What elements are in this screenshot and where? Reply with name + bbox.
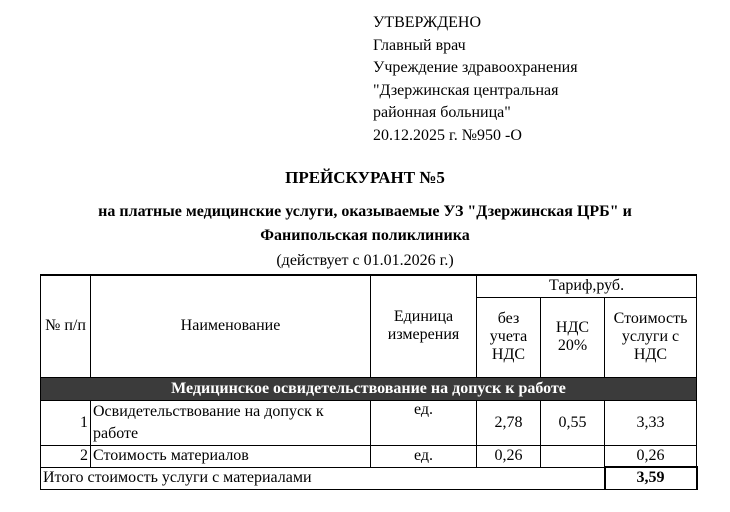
- approval-status: УТВЕРЖДЕНО: [373, 14, 482, 31]
- header-unit: Единица измерения: [371, 275, 477, 377]
- approval-position: Главный врач: [373, 36, 466, 54]
- row-no-vat: 2,78: [477, 400, 541, 445]
- total-row: [41, 467, 697, 489]
- section-header: Медицинское освидетельствование на допуск к работе: [41, 377, 697, 400]
- row-with-vat: 0,26: [605, 445, 697, 467]
- header-num: № п/п: [41, 275, 91, 377]
- document-subtitle: [0, 200, 730, 248]
- price-table: [40, 274, 698, 490]
- header-vat: НДС 20%: [541, 297, 605, 377]
- subtitle-line-2: Фанипольская поликлиника: [260, 227, 470, 244]
- row-num: 2: [41, 445, 91, 467]
- row-num: 1: [41, 400, 91, 445]
- header-name: Наименование: [91, 275, 371, 377]
- approval-institution-name-1: "Дзержинская центральная: [373, 81, 559, 99]
- header-no-vat: без учета НДС: [477, 297, 541, 377]
- row-name: Освидетельствование на допуск к работе: [91, 400, 371, 445]
- total-label: Итого стоимость услуги с материалами: [41, 467, 605, 489]
- approval-block: [373, 12, 578, 148]
- validity-note: (действует с 01.01.2026 г.): [276, 252, 454, 269]
- row-unit: ед.: [371, 445, 477, 467]
- row-name: Стоимость материалов: [91, 445, 371, 467]
- header-with-vat: Стоимость услуги с НДС: [605, 297, 697, 377]
- row-unit: ед.: [371, 400, 477, 445]
- approval-institution: Учреждение здравоохранения: [373, 59, 578, 77]
- row-with-vat: 3,33: [605, 400, 697, 445]
- header-tariff: Тариф,руб.: [477, 275, 697, 297]
- row-vat: [541, 445, 605, 467]
- row-no-vat: 0,26: [477, 445, 541, 467]
- subtitle-line-1: на платные медицинские услуги, оказываемые УЗ "Дзержинская ЦРБ" и: [98, 203, 632, 220]
- table-row: [41, 400, 697, 445]
- approval-institution-name-2: районная больница": [373, 104, 511, 122]
- approval-date-number: 20.12.2025 г. №950 -О: [373, 126, 522, 144]
- document-title: ПРЕЙСКУРАНТ №5: [285, 168, 445, 187]
- table-row: [41, 445, 697, 467]
- row-vat: 0,55: [541, 400, 605, 445]
- total-value: 3,59: [605, 467, 697, 489]
